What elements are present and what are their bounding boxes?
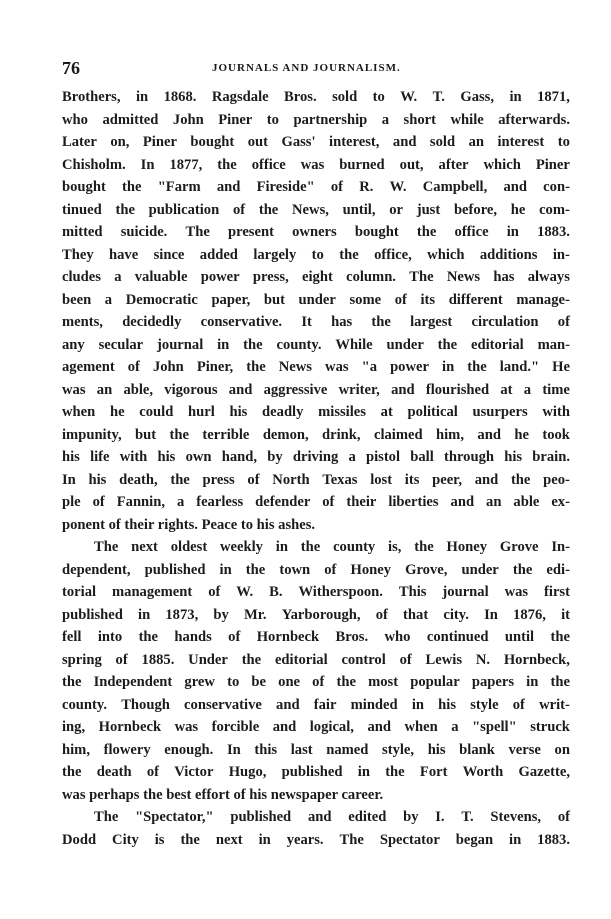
text-line: They have since added largely to the office, which additions in- [62,246,570,263]
paragraph [62,806,570,851]
text-line: fell into the hands of Hornbeck Bros. who continued until the [62,629,570,645]
text-line: was perhaps the best effort of his newspaper career. [62,786,384,803]
page-number: 76 [62,58,80,78]
text-line: In his death, the press of North Texas lost its peer, and the peo- [62,471,570,488]
text-line: published in 1873, by Mr. Yarborough, of that city. In 1876, it [62,606,570,623]
text-line: ing, Hornbeck was forcible and logical, and when a "spell" struck [62,719,570,735]
text-line: when he could hurl his deadly missiles at political usurpers with [62,404,570,420]
text-line: impunity, but the terrible demon, drink, claimed him, and he took [62,426,570,443]
text-line: was an able, vigorous and aggressive writer, and flourished at a time [62,381,570,398]
text-line: ple of Fannin, a fearless defender of their liberties and an able ex- [62,494,570,510]
text-line: Brothers, in 1868. Ragsdale Bros. sold to W. T. Gass, in 1871, [62,89,570,105]
text-line: dependent, published in the town of Honey Grove, under the edi- [62,561,570,578]
text-line: bought the "Farm and Fireside" of R. W. Campbell, and con- [62,179,570,195]
paragraph [62,536,570,806]
text-line: tinued the publication of the News, until, or just before, he com- [62,201,570,218]
text-line: county. Though conservative and fair minded in his style of writ- [62,696,570,713]
text-line: The next oldest weekly in the county is, the Honey Grove In- [94,539,570,555]
text-line: mitted suicide. The present owners bought the office in 1883. [62,224,570,240]
text-line: agement of John Piner, the News was "a power in the land." He [62,359,570,375]
text-line: him, flowery enough. In this last named style, his blank verse on [62,741,570,758]
text-line: his life with his own hand, by driving a pistol ball through his brain. [62,449,570,465]
text-line: cludes a valuable power press, eight column. The News has always [62,269,570,285]
body-text [62,86,570,851]
text-line: spring of 1885. Under the editorial control of Lewis N. Hornbeck, [62,651,570,668]
text-line: ponent of their rights. Peace to his ashes. [62,516,316,533]
paragraph [62,86,570,536]
text-line: torial management of W. B. Witherspoon. This journal was first [62,584,570,600]
running-head [62,56,570,84]
text-line: Dodd City is the next in years. The Spectator began in 1883. [62,831,570,848]
text-line: who admitted John Piner to partnership a short while afterwards. [62,111,570,128]
text-line: Chisholm. In 1877, the office was burned out, after which Piner [62,156,570,173]
book-page [62,56,570,851]
text-line: been a Democratic paper, but under some of its different manage- [62,291,570,308]
running-title: JOURNALS AND JOURNALISM. [212,62,401,74]
text-line: ments, decidedly conservative. It has the largest circulation of [62,314,570,330]
text-line: The "Spectator," published and edited by I. T. Stevens, of [94,809,570,825]
text-line: Later on, Piner bought out Gass' interest, and sold an interest to [62,134,570,150]
text-line: the Independent grew to be one of the most popular papers in the [62,674,570,690]
text-line: any secular journal in the county. While under the editorial man- [62,336,570,353]
text-line: the death of Victor Hugo, published in the Fort Worth Gazette, [62,764,570,780]
